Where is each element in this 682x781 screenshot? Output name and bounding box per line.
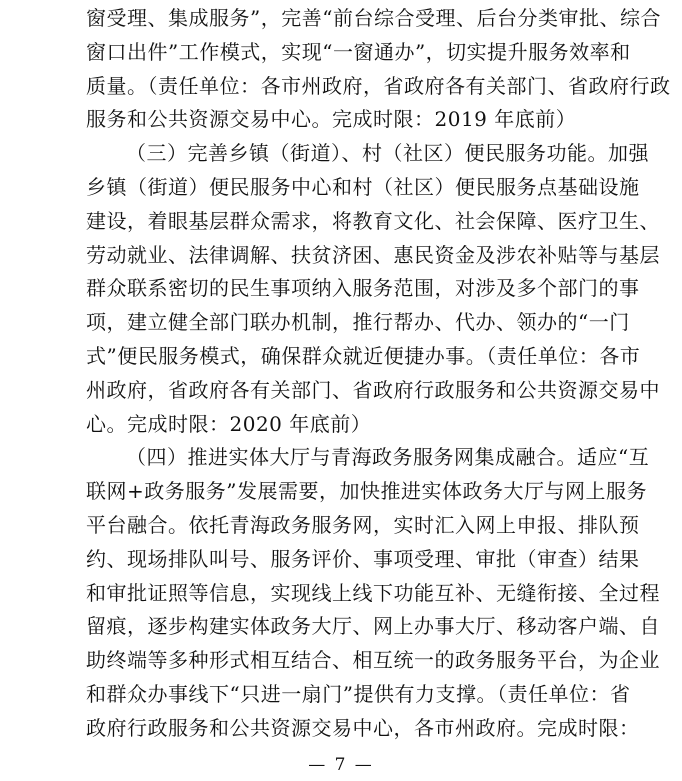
section-heading-4: （四）推进实体大厅与青海政务服务网集成融合。适应“互 xyxy=(126,445,650,469)
page-number: — 7 — xyxy=(308,755,374,775)
section-heading-3: （三）完善乡镇（街道）、村（社区）便民服务功能。加强 xyxy=(126,141,649,165)
text-line: 式”便民服务模式，确保群众就近便捷办事。（责任单位：各市 xyxy=(86,344,641,368)
text-line: 联网+政务服务”发展需要，加快推进实体政务大厅与网上服务 xyxy=(86,479,647,503)
text-line: 群众联系密切的民生事项纳入服务范围，对涉及多个部门的事 xyxy=(86,276,640,300)
text-line: 劳动就业、法律调解、扶贫济困、惠民资金及涉农补贴等与基层 xyxy=(86,243,660,267)
text-line: 平台融合。依托青海政务服务网，实时汇入网上申报、排队预 xyxy=(86,513,640,537)
text-line: 州政府，省政府各有关部门、省政府行政服务和公共资源交易中 xyxy=(86,378,660,402)
text-line: 和群众办事线下“只进一扇门”提供有力支撑。（责任单位：省 xyxy=(86,682,631,706)
text-line: 服务和公共资源交易中心。完成时限：2019 年底前） xyxy=(86,107,577,131)
text-line: 助终端等多种形式相互结合、相互统一的政务服务平台，为企业 xyxy=(86,648,660,672)
text-line: 项，建立健全部门联办机制，推行帮办、代办、领办的“一门 xyxy=(86,310,630,334)
text-line: 政府行政服务和公共资源交易中心，各市州政府。完成时限： xyxy=(86,716,640,740)
text-line: 建设，着眼基层群众需求，将教育文化、社会保障、医疗卫生、 xyxy=(86,209,660,233)
text-line: 和审批证照等信息，实现线上线下功能互补、无缝衔接、全过程 xyxy=(86,581,660,605)
text-line: 窗受理、集成服务”，完善“前台综合受理、后台分类审批、综合 xyxy=(86,6,661,30)
text-line: 约、现场排队叫号、服务评价、事项受理、审批（审查）结果 xyxy=(86,547,640,571)
text-line: 质量。（责任单位：各市州政府，省政府各有关部门、省政府行政 xyxy=(86,74,671,98)
text-line: 心。完成时限：2020 年底前） xyxy=(86,412,372,436)
text-line: 留痕，逐步构建实体政务大厅、网上办事大厅、移动客户端、自 xyxy=(86,614,660,638)
text-line: 乡镇（街道）便民服务中心和村（社区）便民服务点基础设施 xyxy=(86,175,640,199)
text-line: 窗口出件”工作模式，实现“一窗通办”，切实提升服务效率和 xyxy=(86,40,631,64)
